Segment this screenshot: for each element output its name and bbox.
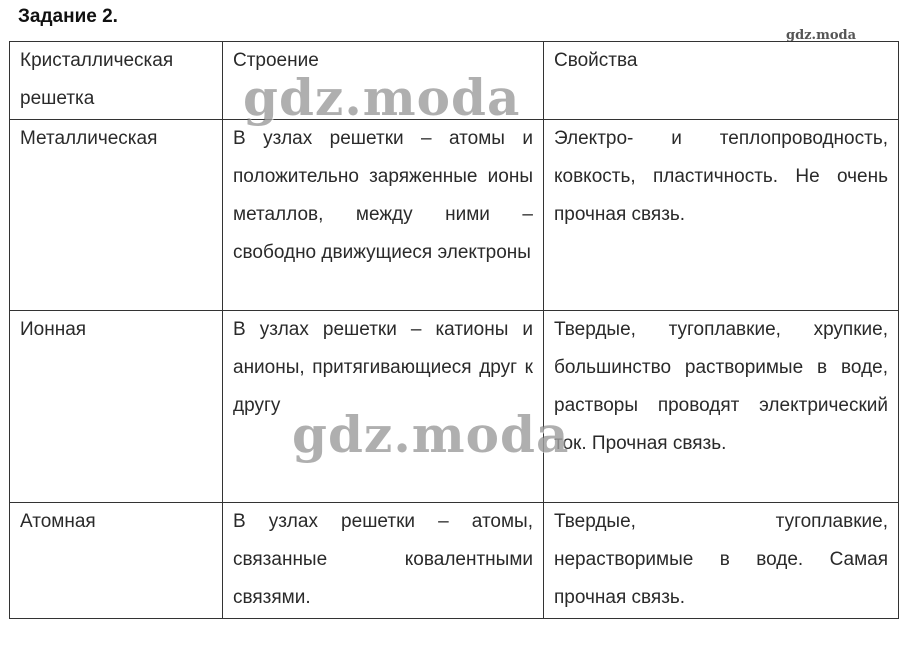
cell-lattice: Ионная <box>10 311 223 503</box>
cell-properties: Твердые, тугоплавкие, хрупкие, большинство растворимые в воде, растворы проводят электрический ток. Прочная связь. <box>544 311 899 503</box>
header-lattice: Кристаллическая решетка <box>10 42 223 120</box>
cell-lattice: Металлическая <box>10 120 223 311</box>
watermark-logo: gdz.moda <box>243 68 521 127</box>
cell-structure: В узлах решетки – атомы и положительно заряженные ионы металлов, между ними – свободно движущиеся электроны <box>223 120 544 311</box>
table-row <box>10 120 899 311</box>
watermark-logo-small: gdz.moda <box>786 28 857 43</box>
cell-lattice: Атомная <box>10 503 223 619</box>
task-title: Задание 2. <box>18 6 118 27</box>
cell-structure: В узлах решетки – атомы, связанные ковалентными связями. <box>223 503 544 619</box>
cell-structure: В узлах решетки – катионы и анионы, притягивающиеся друг к другу <box>223 311 544 503</box>
cell-properties: Электро- и теплопроводность, ковкость, пластичность. Не очень прочная связь. <box>544 120 899 311</box>
table-row <box>10 503 899 619</box>
table-row <box>10 311 899 503</box>
header-structure: Строение <box>223 42 544 120</box>
crystal-lattice-table <box>9 41 899 619</box>
table-header-row <box>10 42 899 120</box>
header-properties: Свойства <box>544 42 899 120</box>
cell-properties: Твердые, тугоплавкие, нерастворимые в воде. Самая прочная связь. <box>544 503 899 619</box>
watermark-logo: gdz.moda <box>292 405 570 464</box>
